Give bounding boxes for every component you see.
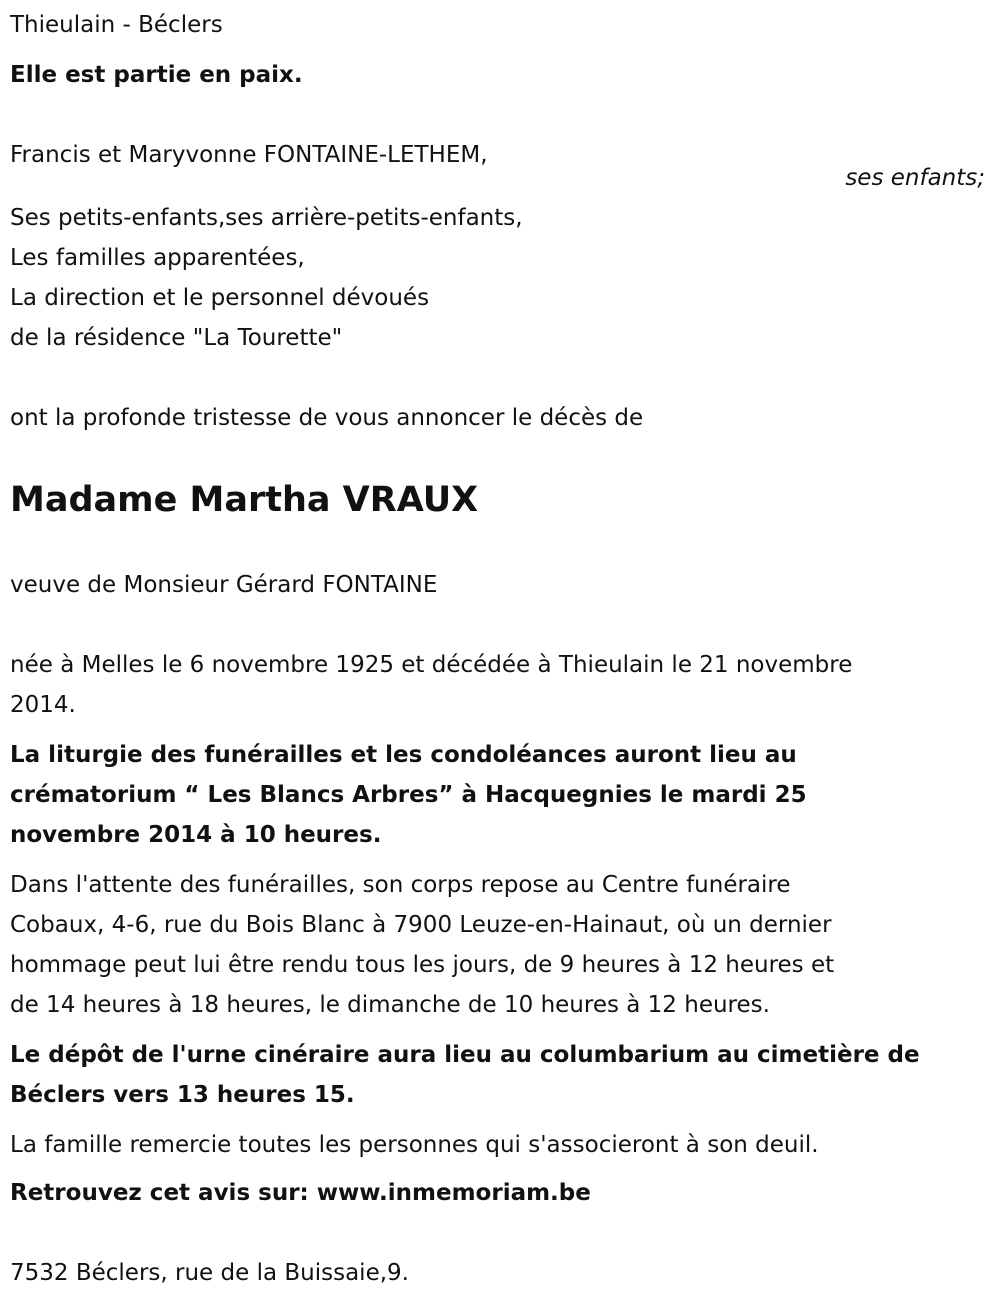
visitation-line: Cobaux, 4-6, rue du Bois Blanc à 7900 Leuze-en-Hainaut, où un dernier [10,912,832,938]
thanks: La famille remercie toutes les personnes qui s'associeront à son deuil. [10,1132,819,1158]
visitation-line: Dans l'attente des funérailles, son corps repose au Centre funéraire [10,872,791,898]
visitation-line: de 14 heures à 18 heures, le dimanche de 10 heures à 12 heures. [10,992,770,1018]
deceased-name: Madame Martha VRAUX [10,480,479,520]
address: 7532 Béclers, rue de la Buissaie,9. [10,1260,409,1286]
announcement: ont la profonde tristesse de vous annoncer le décès de [10,405,644,431]
funeral-line: La liturgie des funérailles et les condoléances auront lieu au [10,742,797,768]
children-role: ses enfants; [845,165,985,191]
funeral-line: crématorium “ Les Blancs Arbres” à Hacquegnies le mardi 25 [10,782,807,808]
family-line: de la résidence "La Tourette" [10,325,343,351]
dates-line: née à Melles le 6 novembre 1925 et décédée à Thieulain le 21 novembre [10,652,853,678]
website-line[interactable]: Retrouvez cet avis sur: www.inmemoriam.be [10,1180,591,1206]
location: Thieulain - Béclers [10,12,223,38]
urn-line: Béclers vers 13 heures 15. [10,1082,355,1108]
family-line: Les familles apparentées, [10,245,305,271]
family-line: Ses petits-enfants,ses arrière-petits-enfants, [10,205,523,231]
funeral-line: novembre 2014 à 10 heures. [10,822,382,848]
children: Francis et Maryvonne FONTAINE-LETHEM, [10,142,488,168]
visitation-line: hommage peut lui être rendu tous les jours, de 9 heures à 12 heures et [10,952,835,978]
tagline: Elle est partie en paix. [10,62,303,88]
dates-line: 2014. [10,692,76,718]
spouse: veuve de Monsieur Gérard FONTAINE [10,572,438,598]
urn-line: Le dépôt de l'urne cinéraire aura lieu au columbarium au cimetière de [10,1042,920,1068]
family-line: La direction et le personnel dévoués [10,285,430,311]
